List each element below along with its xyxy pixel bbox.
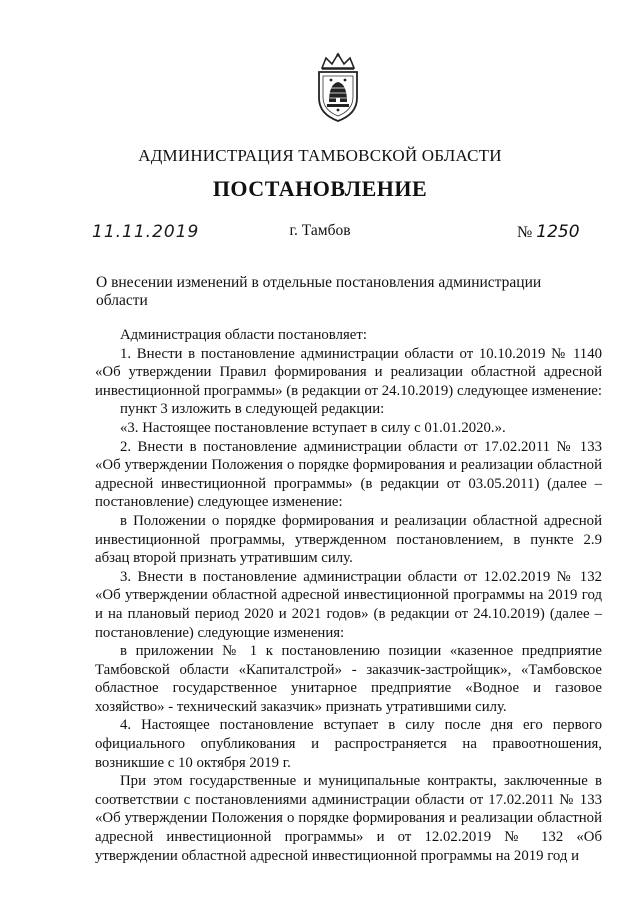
body-paragraph: 2. Внести в постановление администрации области от 17.02.2011 № 133 «Об утверждении Положения о порядке формирования и реализации областной адресной инвестиционной программы» (в редакции от 03.05.2011) (далее – постановление) следующее изменение:: [95, 438, 602, 511]
document-date: 11.11.2019: [92, 222, 200, 242]
body-paragraph: в Положении о порядке формирования и реализации областной адресной инвестиционной программы, утвержденном постановлением, в пункте 2.9 абзац второй признать утратившим силу.: [95, 512, 602, 567]
body-paragraph: в приложении № 1 к постановлению позиции «казенное предприятие Тамбовской области «Капиталстрой» - заказчик-застройщик», «Тамбовское областное государственное унитарное предприятие «Водное и газовое хозяйство» - технический заказчик» признать утратившими силу.: [95, 643, 602, 715]
document-type-title: ПОСТАНОВЛЕНИЕ: [212, 176, 428, 201]
body-paragraph: 4. Настоящее постановление вступает в силу после дня его первого официального опубликования и распространяется на правоотношения, возникшие с 10 октября 2019 г.: [95, 717, 602, 771]
body-paragraph: 1. Внести в постановление администрации области от 10.10.2019 № 1140 «Об утверждении Правил формирования и реализации областной адресной инвестиционной программы» (в редакции от 24.10.2019) следующее изменение:: [95, 345, 602, 399]
coat-of-arms-icon: [314, 52, 362, 124]
document-city: г. Тамбов: [289, 222, 351, 239]
number-prefix: №: [517, 224, 533, 241]
number-value: 1250: [536, 222, 580, 242]
body-paragraph: «3. Настоящее постановление вступает в силу с 01.01.2020.».: [120, 419, 506, 436]
body-paragraph: При этом государственные и муниципальные контракты, заключенные в соответствии с постановлениями администрации области от 17.02.2011 № 133 «Об утверждении Положения о порядке формирования и реализации областной адресной инвестиционной программы» и от 12.02.2019 № 132 «Об утверждении областной адресной инвестиционной программы на 2019 год и: [95, 773, 602, 864]
document-subject: О внесении изменений в отдельные постановления администрации области: [96, 274, 542, 309]
document-body: [95, 326, 602, 865]
body-paragraph: 3. Внести в постановление администрации области от 12.02.2019 № 132 «Об утверждении областной адресной инвестиционной программы на 2019 год и на плановый период 2020 и 2021 годов» (в редакции от 24.10.2019) (далее – постановление) следующие изменения:: [95, 568, 602, 641]
body-paragraph: пункт 3 изложить в следующей редакции:: [120, 401, 385, 418]
organization-name: АДМИНИСТРАЦИЯ ТАМБОВСКОЙ ОБЛАСТИ: [138, 146, 502, 165]
document-number: [517, 222, 580, 242]
body-paragraph: Администрация области постановляет:: [120, 327, 367, 343]
